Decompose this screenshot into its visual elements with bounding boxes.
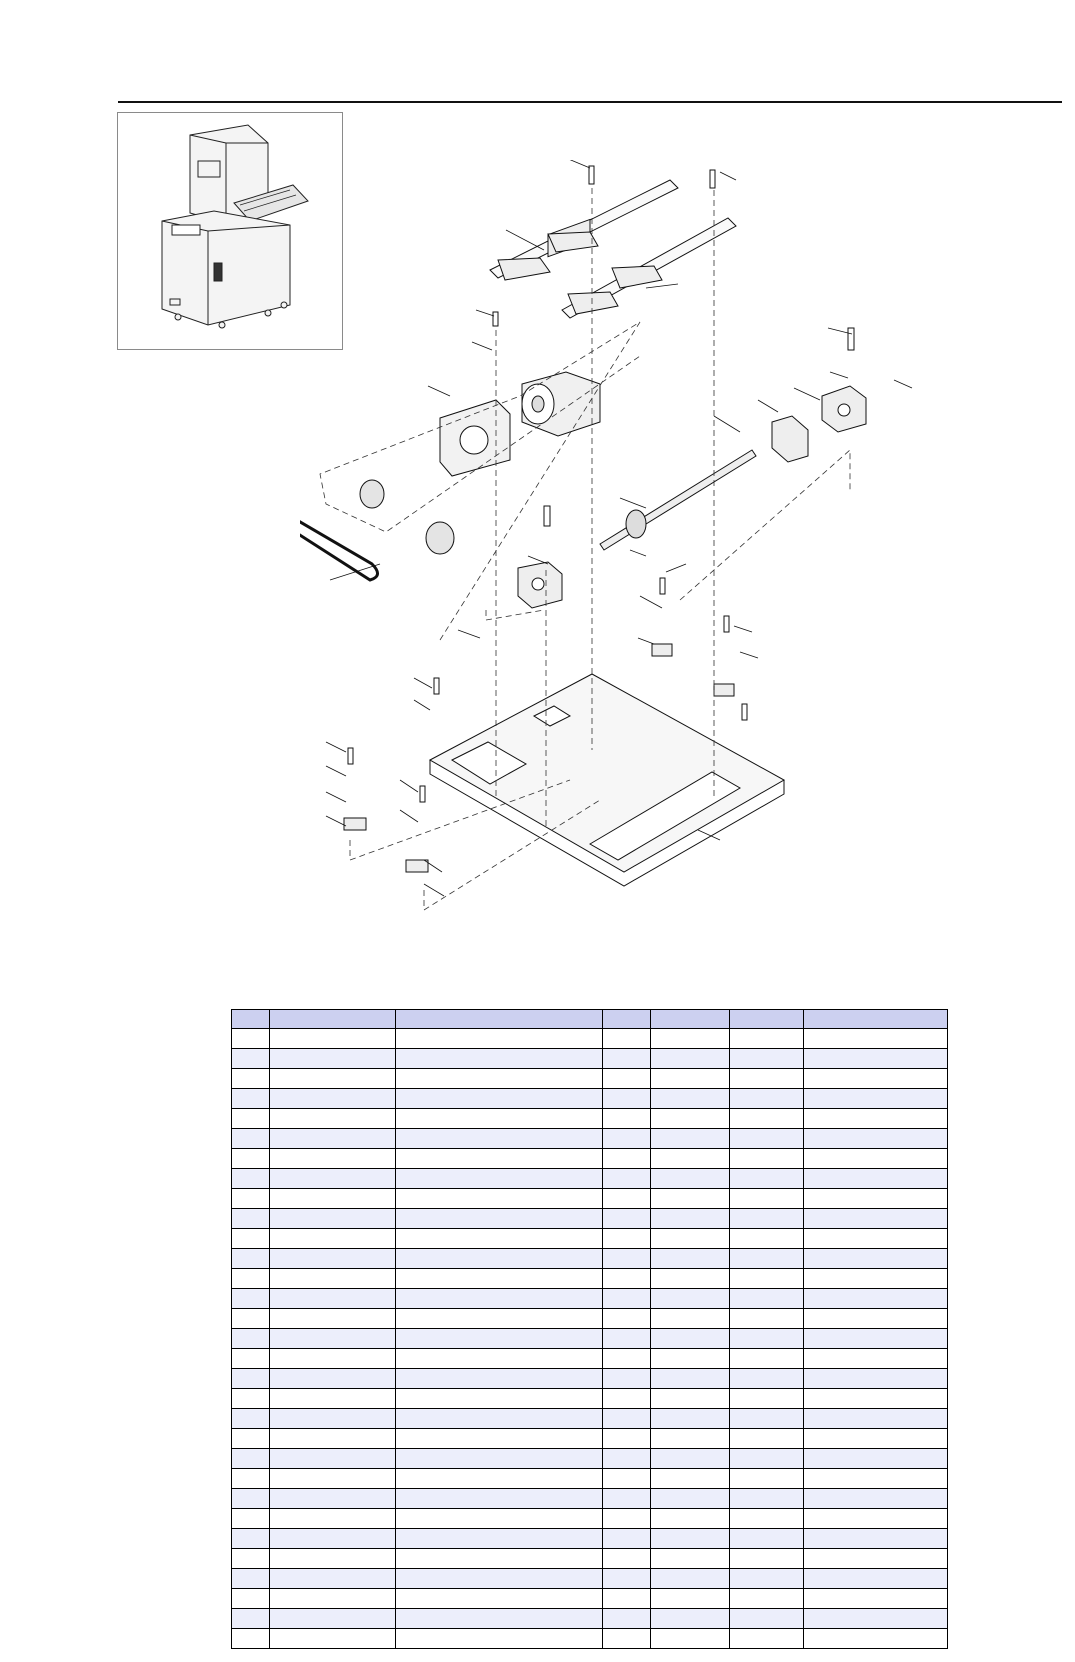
table-row xyxy=(232,1069,948,1089)
table-row xyxy=(232,1229,948,1249)
table-row xyxy=(232,1549,948,1569)
table-cell xyxy=(396,1409,603,1429)
table-cell xyxy=(730,1489,804,1509)
table-cell xyxy=(396,1589,603,1609)
table-cell xyxy=(232,1429,270,1449)
table-cell xyxy=(396,1509,603,1529)
table-header-cell xyxy=(651,1010,730,1029)
exploded-view-svg xyxy=(300,160,1000,970)
table-row xyxy=(232,1589,948,1609)
table-cell xyxy=(730,1329,804,1349)
table-row xyxy=(232,1289,948,1309)
table-cell xyxy=(730,1509,804,1529)
table-cell xyxy=(730,1429,804,1449)
table-cell xyxy=(232,1149,270,1169)
table-cell xyxy=(232,1249,270,1269)
table-cell xyxy=(270,1469,396,1489)
table-cell xyxy=(603,1349,651,1369)
table-cell xyxy=(603,1489,651,1509)
table-cell xyxy=(396,1289,603,1309)
table-cell xyxy=(270,1429,396,1449)
table-cell xyxy=(396,1429,603,1449)
table-cell xyxy=(603,1209,651,1229)
table-cell xyxy=(396,1469,603,1489)
table-cell xyxy=(396,1029,603,1049)
table-cell xyxy=(730,1069,804,1089)
table-cell xyxy=(396,1309,603,1329)
table-cell xyxy=(396,1329,603,1349)
table-cell xyxy=(651,1509,730,1529)
table-cell xyxy=(232,1349,270,1369)
table-cell xyxy=(804,1029,948,1049)
table-cell xyxy=(603,1509,651,1529)
table-cell xyxy=(396,1369,603,1389)
table-cell xyxy=(270,1509,396,1529)
table-row xyxy=(232,1209,948,1229)
table-cell xyxy=(603,1329,651,1349)
table-cell xyxy=(730,1369,804,1389)
table-cell xyxy=(270,1129,396,1149)
table-cell xyxy=(804,1409,948,1429)
table-cell xyxy=(730,1169,804,1189)
table-row xyxy=(232,1369,948,1389)
table-cell xyxy=(603,1049,651,1069)
table-cell xyxy=(651,1469,730,1489)
table-cell xyxy=(232,1489,270,1509)
table-cell xyxy=(651,1429,730,1449)
table-cell xyxy=(651,1409,730,1429)
table-cell xyxy=(270,1609,396,1629)
table-cell xyxy=(270,1449,396,1469)
table-cell xyxy=(270,1049,396,1069)
table-cell xyxy=(651,1489,730,1509)
table-cell xyxy=(651,1209,730,1229)
table-cell xyxy=(603,1429,651,1449)
table-cell xyxy=(232,1049,270,1069)
table-cell xyxy=(232,1449,270,1469)
table-cell xyxy=(651,1289,730,1309)
table-cell xyxy=(804,1269,948,1289)
table-cell xyxy=(232,1629,270,1649)
table-row xyxy=(232,1049,948,1069)
table-cell xyxy=(396,1389,603,1409)
table-cell xyxy=(232,1029,270,1049)
table-cell xyxy=(603,1129,651,1149)
table-row xyxy=(232,1449,948,1469)
table-cell xyxy=(396,1349,603,1369)
table-cell xyxy=(804,1429,948,1449)
table-cell xyxy=(396,1209,603,1229)
table-cell xyxy=(651,1549,730,1569)
table-cell xyxy=(603,1289,651,1309)
table-cell xyxy=(270,1329,396,1349)
table-cell xyxy=(804,1089,948,1109)
table-cell xyxy=(270,1289,396,1309)
table-cell xyxy=(603,1189,651,1209)
table-cell xyxy=(270,1369,396,1389)
table-row xyxy=(232,1429,948,1449)
table-row xyxy=(232,1169,948,1189)
table-cell xyxy=(651,1229,730,1249)
table-row xyxy=(232,1629,948,1649)
table-cell xyxy=(804,1189,948,1209)
table-cell xyxy=(730,1049,804,1069)
table-row xyxy=(232,1389,948,1409)
table-cell xyxy=(730,1389,804,1409)
table-cell xyxy=(804,1309,948,1329)
table-cell xyxy=(270,1549,396,1569)
table-cell xyxy=(232,1129,270,1149)
table-row xyxy=(232,1409,948,1429)
table-row xyxy=(232,1529,948,1549)
table-cell xyxy=(396,1049,603,1069)
table-cell xyxy=(232,1309,270,1329)
table-cell xyxy=(730,1589,804,1609)
table-cell xyxy=(270,1529,396,1549)
header-rule xyxy=(118,101,1062,103)
table-cell xyxy=(396,1229,603,1249)
table-cell xyxy=(730,1469,804,1489)
table-cell xyxy=(270,1489,396,1509)
table-cell xyxy=(396,1249,603,1269)
table-cell xyxy=(804,1489,948,1509)
table-cell xyxy=(232,1469,270,1489)
table-cell xyxy=(270,1409,396,1429)
table-cell xyxy=(270,1389,396,1409)
table-cell xyxy=(651,1529,730,1549)
table-cell xyxy=(804,1049,948,1069)
parts-table-body xyxy=(232,1029,948,1649)
table-cell xyxy=(603,1089,651,1109)
exploded-view-drawing xyxy=(300,160,1000,970)
table-cell xyxy=(232,1389,270,1409)
table-cell xyxy=(270,1349,396,1369)
table-cell xyxy=(651,1349,730,1369)
table-cell xyxy=(232,1369,270,1389)
table-cell xyxy=(730,1029,804,1049)
table-cell xyxy=(804,1249,948,1269)
parts-list-table xyxy=(231,1009,948,1649)
table-cell xyxy=(730,1089,804,1109)
table-cell xyxy=(396,1269,603,1289)
table-row xyxy=(232,1469,948,1489)
table-cell xyxy=(730,1149,804,1169)
table-cell xyxy=(396,1529,603,1549)
table-cell xyxy=(396,1629,603,1649)
table-cell xyxy=(232,1269,270,1289)
table-cell xyxy=(804,1449,948,1469)
table-cell xyxy=(603,1309,651,1329)
table-cell xyxy=(651,1149,730,1169)
table-cell xyxy=(651,1309,730,1329)
table-cell xyxy=(603,1029,651,1049)
table-row xyxy=(232,1189,948,1209)
table-cell xyxy=(651,1169,730,1189)
table-cell xyxy=(603,1389,651,1409)
table-cell xyxy=(603,1069,651,1089)
table-cell xyxy=(603,1569,651,1589)
table-cell xyxy=(651,1589,730,1609)
table-header-cell xyxy=(804,1010,948,1029)
table-cell xyxy=(730,1229,804,1249)
table-cell xyxy=(651,1609,730,1629)
table-cell xyxy=(396,1169,603,1189)
table-cell xyxy=(270,1189,396,1209)
table-cell xyxy=(270,1209,396,1229)
table-cell xyxy=(232,1289,270,1309)
table-cell xyxy=(603,1229,651,1249)
table-cell xyxy=(730,1609,804,1629)
table-row xyxy=(232,1089,948,1109)
table-cell xyxy=(651,1629,730,1649)
table-cell xyxy=(651,1389,730,1409)
table-cell xyxy=(651,1089,730,1109)
table-cell xyxy=(651,1109,730,1129)
table-cell xyxy=(270,1089,396,1109)
table-row xyxy=(232,1249,948,1269)
table-cell xyxy=(804,1149,948,1169)
table-header-row xyxy=(232,1010,948,1029)
table-cell xyxy=(270,1169,396,1189)
table-cell xyxy=(232,1089,270,1109)
table-cell xyxy=(603,1629,651,1649)
table-cell xyxy=(804,1549,948,1569)
table-cell xyxy=(396,1109,603,1129)
table-cell xyxy=(232,1409,270,1429)
table-cell xyxy=(804,1589,948,1609)
table-cell xyxy=(396,1069,603,1089)
table-cell xyxy=(396,1449,603,1469)
table-cell xyxy=(270,1149,396,1169)
table-row xyxy=(232,1269,948,1289)
table-cell xyxy=(232,1109,270,1129)
table-cell xyxy=(232,1169,270,1189)
table-row xyxy=(232,1569,948,1589)
table-cell xyxy=(270,1589,396,1609)
table-cell xyxy=(396,1609,603,1629)
table-cell xyxy=(730,1269,804,1289)
table-cell xyxy=(804,1069,948,1089)
table-cell xyxy=(730,1409,804,1429)
table-cell xyxy=(232,1329,270,1349)
table-cell xyxy=(603,1169,651,1189)
table-cell xyxy=(730,1109,804,1129)
table-cell xyxy=(603,1589,651,1609)
table-row xyxy=(232,1609,948,1629)
table-cell xyxy=(603,1609,651,1629)
table-cell xyxy=(603,1469,651,1489)
table-row xyxy=(232,1489,948,1509)
table-cell xyxy=(804,1229,948,1249)
table-cell xyxy=(270,1029,396,1049)
table-cell xyxy=(603,1109,651,1129)
table-row xyxy=(232,1149,948,1169)
table-row xyxy=(232,1509,948,1529)
table-header-cell xyxy=(603,1010,651,1029)
table-cell xyxy=(603,1249,651,1269)
table-cell xyxy=(232,1609,270,1629)
table-cell xyxy=(603,1529,651,1549)
table-row xyxy=(232,1029,948,1049)
table-cell xyxy=(651,1269,730,1289)
table-row xyxy=(232,1329,948,1349)
table-cell xyxy=(651,1189,730,1209)
table-cell xyxy=(730,1569,804,1589)
table-cell xyxy=(232,1589,270,1609)
table-header-cell xyxy=(396,1010,603,1029)
table-row xyxy=(232,1309,948,1329)
table-cell xyxy=(232,1069,270,1089)
table-cell xyxy=(651,1029,730,1049)
table-cell xyxy=(651,1329,730,1349)
table-cell xyxy=(804,1369,948,1389)
table-cell xyxy=(730,1249,804,1269)
table-cell xyxy=(804,1609,948,1629)
table-cell xyxy=(651,1449,730,1469)
table-cell xyxy=(651,1569,730,1589)
table-cell xyxy=(603,1369,651,1389)
table-cell xyxy=(603,1269,651,1289)
table-cell xyxy=(730,1549,804,1569)
table-cell xyxy=(730,1189,804,1209)
table-cell xyxy=(730,1529,804,1549)
table-cell xyxy=(804,1529,948,1549)
table-cell xyxy=(603,1409,651,1429)
table-cell xyxy=(730,1309,804,1329)
table-cell xyxy=(270,1069,396,1089)
table-cell xyxy=(396,1149,603,1169)
table-cell xyxy=(396,1129,603,1149)
table-cell xyxy=(730,1209,804,1229)
table-cell xyxy=(232,1189,270,1209)
table-cell xyxy=(232,1209,270,1229)
table-cell xyxy=(651,1249,730,1269)
table-cell xyxy=(804,1109,948,1129)
table-cell xyxy=(804,1209,948,1229)
table-cell xyxy=(804,1469,948,1489)
table-row xyxy=(232,1349,948,1369)
table-cell xyxy=(603,1549,651,1569)
table-header-cell xyxy=(270,1010,396,1029)
table-cell xyxy=(730,1289,804,1309)
table-cell xyxy=(804,1349,948,1369)
table-cell xyxy=(232,1509,270,1529)
table-header-cell xyxy=(730,1010,804,1029)
table-cell xyxy=(232,1569,270,1589)
table-cell xyxy=(804,1169,948,1189)
table-cell xyxy=(804,1129,948,1149)
table-cell xyxy=(270,1269,396,1289)
table-cell xyxy=(804,1509,948,1529)
table-cell xyxy=(730,1449,804,1469)
table-cell xyxy=(804,1629,948,1649)
table-cell xyxy=(730,1129,804,1149)
table-cell xyxy=(651,1069,730,1089)
table-cell xyxy=(396,1549,603,1569)
table-cell xyxy=(804,1569,948,1589)
table-cell xyxy=(270,1229,396,1249)
table-cell xyxy=(270,1629,396,1649)
table-cell xyxy=(730,1349,804,1369)
table-cell xyxy=(270,1249,396,1269)
table-cell xyxy=(804,1289,948,1309)
table-cell xyxy=(804,1329,948,1349)
table-cell xyxy=(232,1549,270,1569)
table-cell xyxy=(651,1369,730,1389)
table-cell xyxy=(232,1229,270,1249)
table-cell xyxy=(270,1309,396,1329)
table-row xyxy=(232,1109,948,1129)
table-cell xyxy=(396,1489,603,1509)
table-row xyxy=(232,1129,948,1149)
table-cell xyxy=(396,1089,603,1109)
table-cell xyxy=(804,1389,948,1409)
table-cell xyxy=(396,1569,603,1589)
table-header-cell xyxy=(232,1010,270,1029)
table-cell xyxy=(270,1569,396,1589)
table-cell xyxy=(603,1449,651,1469)
table-cell xyxy=(651,1049,730,1069)
table-cell xyxy=(396,1189,603,1209)
table-cell xyxy=(730,1629,804,1649)
table-cell xyxy=(270,1109,396,1129)
table-cell xyxy=(603,1149,651,1169)
table-cell xyxy=(651,1129,730,1149)
table-cell xyxy=(232,1529,270,1549)
